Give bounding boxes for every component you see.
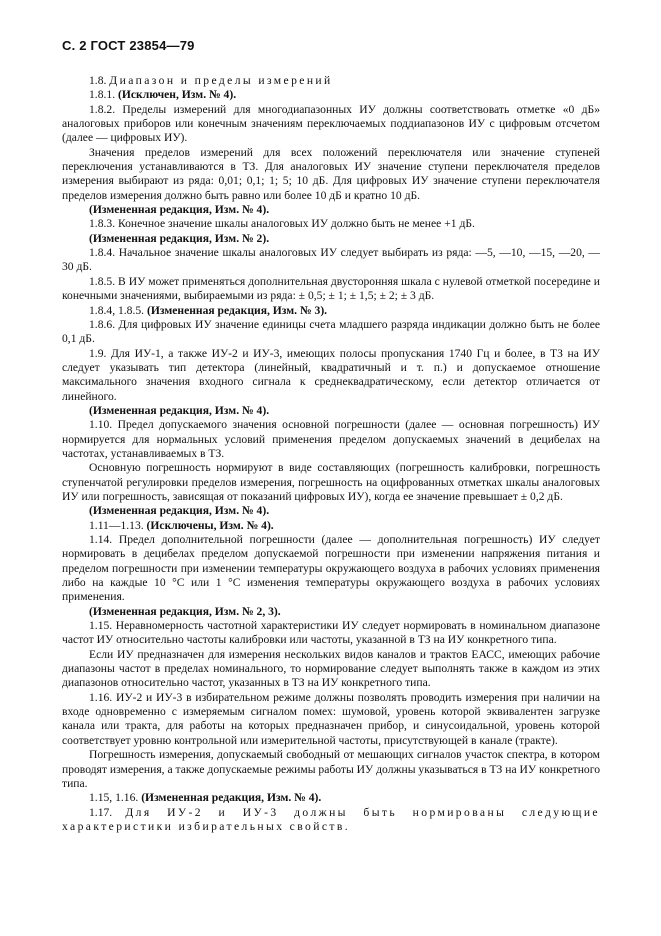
amendment-note: (Измененная редакция, Изм. № 2).: [89, 231, 270, 245]
clause-1-16: 1.16. ИУ-2 и ИУ-3 в избирательном режиме должны позволять проводить измерения при наличии на входе одновременно с измеряемым сигналом помех: шумовой, уровень которой эквивалентен загрузке канала или тракта, для работы на которых предназначен прибор, и синусоидальной, уровень которой соответствует уровню контрольной или измерительной частоты, присутствующей в канале (тракте).: [62, 690, 600, 747]
amendment-note: (Исключены, Изм. № 4).: [146, 518, 274, 532]
amendment-note: (Измененная редакция, Изм. № 4).: [89, 504, 270, 518]
clause-number: 1.8.: [89, 74, 107, 87]
clause-1-17: [62, 806, 600, 835]
clause-number: 1.8.4, 1.8.5.: [89, 303, 145, 317]
clause-1-8-4: 1.8.4. Начальное значение шкалы аналоговых ИУ следует выбирать из ряда: —5, —10, —15, —20, —30 дБ.: [62, 246, 600, 274]
paragraph-multi-range: Если ИУ предназначен для измерения нескольких видов каналов и трактов ЕАСС, имеющих рабочие диапазоны частот в пределах номинального, то нормирование следует выполнять также в каждом из этих диапазонов относительно частот, указанных в ТЗ на ИУ конкретного типа.: [62, 647, 600, 690]
clause-number: 1.15, 1.16.: [89, 791, 139, 805]
clause-1-10: 1.10. Предел допускаемого значения основной погрешности (далее — основная погрешность) ИУ нормируется для нормальных условий применения пределом допускаемых значений в децибелах на частотах, устанавливаемых в ТЗ.: [62, 418, 600, 460]
clause-1-15: 1.15. Неравномерность частотной характеристики ИУ следует нормировать в номинальном диапазоне частот ИУ относительно частоты калибровки или частоты, указанной в ТЗ на ИУ конкретного типа.: [62, 619, 600, 647]
clause-1-11-1-13: [62, 519, 600, 533]
clause-1-8-3: 1.8.3. Конечное значение шкалы аналоговых ИУ должно быть не менее +1 дБ.: [89, 217, 475, 231]
amendment-note: (Измененная редакция, Изм. № 4).: [141, 791, 322, 805]
clause-1-8-1: [62, 88, 600, 102]
amendment-note: (Измененная редакция, Изм. № 4).: [89, 203, 270, 217]
paragraph-measurement-error: Погрешность измерения, допускаемый свободный от мешающих сигналов участок спектра, в котором проводят измерения, а также допускаемые режимы работы ИУ должны указываться в ТЗ на ИУ конкретного типа.: [62, 748, 600, 790]
amendment-note: (Измененная редакция, Изм. № 2, 3).: [89, 604, 281, 618]
clause-1-14: 1.14. Предел дополнительной погрешности (далее — дополнительная погрешность) ИУ следует нормировать в децибелах пределом допускаемой погрешности при изменении напряжения питания и пределом погрешности при изменении температуры окружающего воздуха в рабочих условиях применения либо на каждые 10 °С или 1 °С изменения температуры окружающего воздуха в рабочих условиях применения.: [62, 533, 600, 604]
clause-1-8-4-5: [62, 304, 600, 318]
clause-number: 1.11—1.13.: [89, 518, 144, 532]
paragraph-basic-error: Основную погрешность нормируют в виде составляющих (погрешность калибровки, погрешность ступенчатой регулировки пределов измерения, погрешность на оцифрованных отметках шкалы аналоговых ИУ или погрешность, зависящая от показаний цифровых ИУ), когда ее значение превышает ± 0,2 дБ.: [62, 461, 600, 503]
clause-1-8: [62, 74, 600, 88]
clause-title: Диапазон и пределы измерений: [109, 74, 333, 87]
clause-1-8-2: 1.8.2. Пределы измерений для многодиапазонных ИУ должны соответствовать отметке «0 дБ» аналоговых приборов или конечным значениям переключаемых поддиапазонов ИУ с цифровым отсчетом (далее — цифровых ИУ).: [62, 102, 600, 145]
document-body: [62, 74, 600, 834]
clause-number: 1.17.: [89, 805, 113, 819]
clause-text: Для ИУ-2 и ИУ-3 должны быть нормированы следующие характеристики избирательных свойств.: [62, 805, 600, 833]
clause-1-8-5: 1.8.5. В ИУ может применяться дополнительная двусторонняя шкала с нулевой отметкой посередине и конечными значениями, выбираемыми из ряда: ± 0,5; ± 1; ± 1,5; ± 2; ± 3 дБ.: [62, 274, 600, 303]
clause-1-15-1-16: [62, 791, 600, 805]
amendment-note: (Исключен, Изм. № 4).: [118, 88, 237, 102]
amendment-note: (Измененная редакция, Изм. № 3).: [146, 303, 328, 317]
clause-1-8-6: 1.8.6. Для цифровых ИУ значение единицы счета младшего разряда индикации должно быть не более 0,1 дБ.: [62, 317, 600, 346]
amendment-note: (Измененная редакция, Изм. № 4).: [89, 403, 270, 417]
page-header: С. 2 ГОСТ 23854—79: [62, 38, 195, 53]
paragraph-limit-values: Значения пределов измерений для всех положений переключателя или значение ступеней переключения устанавливаются в ТЗ. Для аналоговых ИУ значение ступени переключателя пределов измерения выбирают из ряда: 0,01; 0,1; 1; 5; 10 дБ. Для цифровых ИУ значение ступени переключателя пределов измерения должно быть равно или более 10 дБ и кратно 10 дБ.: [62, 145, 600, 202]
clause-1-9: 1.9. Для ИУ-1, а также ИУ-2 и ИУ-3, имеющих полосы пропускания 1740 Гц и более, в ТЗ на ИУ следует указывать тип детектора (линейный, квадратичный и т. п.) и допускаемое отношение максимального значения входного сигнала к среднеквадратическому, если детектор отличается от линейного.: [62, 346, 600, 403]
clause-number: 1.8.1.: [89, 88, 116, 102]
